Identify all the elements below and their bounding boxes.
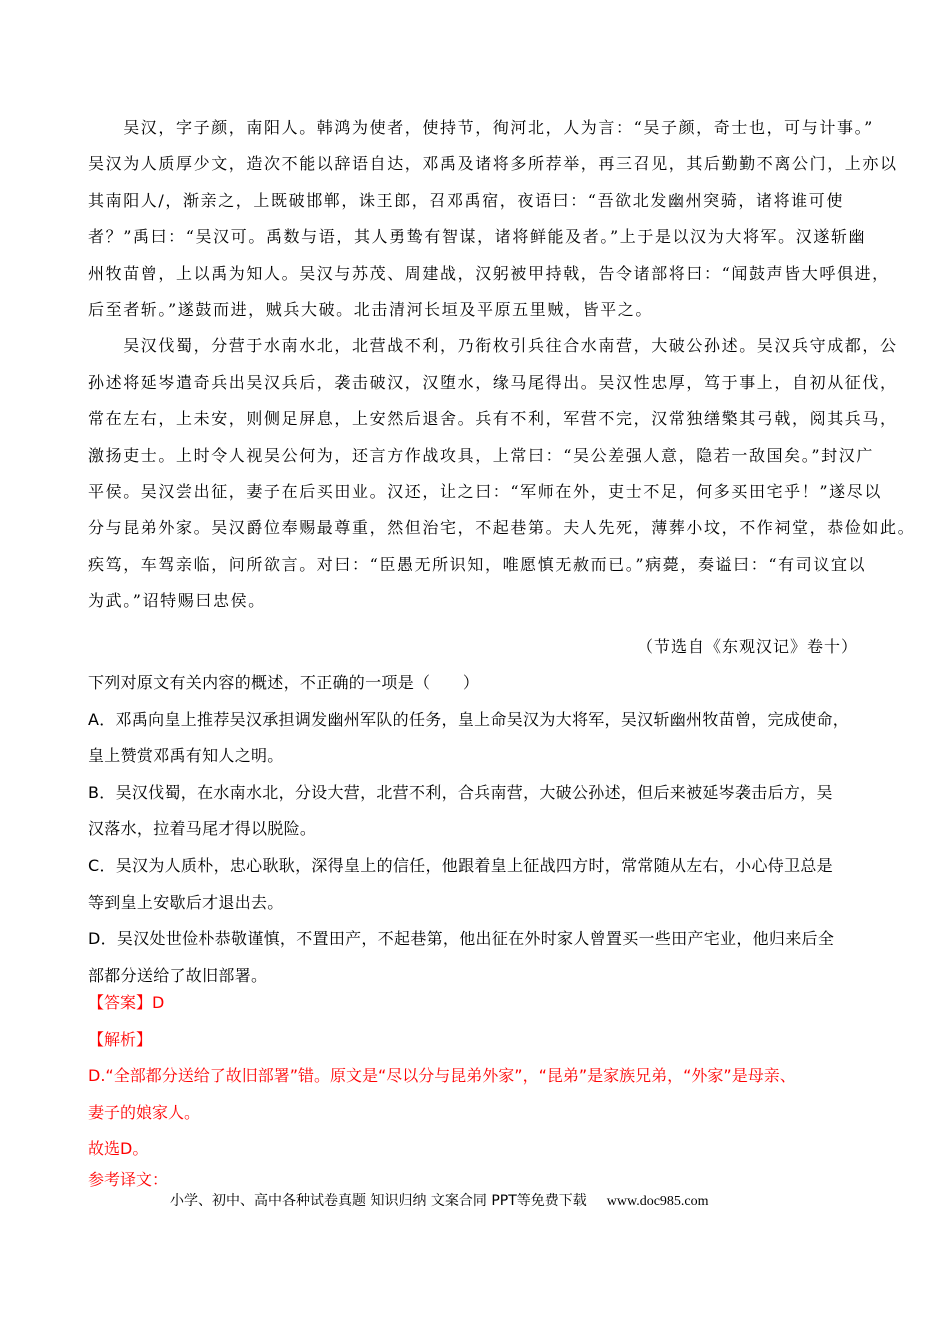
- passage-line: 后至者斩。”遂鼓而进，贼兵大破。北击清河长垣及平原五里贼，皆平之。: [88, 300, 653, 320]
- answer-line: [88, 985, 888, 1022]
- footer-url[interactable]: www.doc985.com: [606, 1194, 709, 1209]
- answer-value: D: [152, 993, 165, 1012]
- passage-line: 孙述将延岑遣奇兵出吴汉兵后，袭击破汉，汉堕水，缘马尾得出。吴汉性忠厚，笃于事上，自初从征伐，: [88, 372, 898, 392]
- answer-block: [88, 985, 888, 1192]
- passage-line: 激扬吏士。上时令人视吴公何为，还言方作战攻具，上常曰：“吴公差强人意，隐若一敌国矣。”封汉广: [88, 445, 874, 465]
- option-d-continued: 部都分送给了故旧部署。: [88, 965, 268, 985]
- passage-line: 常在左右，上未安，则侧足屏息，上安然后退舍。兵有不利，军营不完，汉常独缮檠其弓戟，阅其兵马，: [88, 409, 898, 429]
- classical-passage: [88, 110, 916, 620]
- option-b: B．吴汉伐蜀，在水南水北，分设大营，北营不利，合兵南营，大破公孙述，但后来被延岑袭击后方，吴: [88, 782, 833, 802]
- passage-line: 分与昆弟外家。吴汉爵位奉赐最尊重，然但治宅，不起巷第。夫人先死，薄葬小坟，不作祠堂，恭俭如此。: [88, 518, 916, 538]
- option-a: A．邓禹向皇上推荐吴汉承担调发幽州军队的任务，皇上命吴汉为大将军，吴汉斩幽州牧苗曾，完成使命，: [88, 709, 850, 729]
- passage-line: 吴汉，字子颜，南阳人。韩鸿为使者，使持节，徇河北，人为言：“吴子颜，奇士也，可与计事。”: [88, 118, 874, 137]
- passage-line: 疾笃，车驾亲临，问所欲言。对曰：“臣愚无所识知，唯愿慎无赦而已。”病薨，奏谥曰：“有司议宜以: [88, 554, 867, 574]
- footer-text: 小学、初中、高中各种试卷真题 知识归纳 文案合同 PPT等免费下载: [170, 1193, 587, 1209]
- passage-line: 者？”禹曰：“吴汉可。禹数与语，其人勇鸷有智谋，诸将鲜能及者。”上于是以汉为大将军。汉遂斩幽: [88, 227, 867, 247]
- passage-line: 平侯。吴汉尝出征，妻子在后买田业。汉还，让之曰：“军师在外，吏士不足，何多买田宅乎！”遂尽以: [88, 482, 882, 502]
- passage-paragraph-1: [88, 110, 898, 328]
- passage-line: 吴汉为人质厚少文，造次不能以辞语自达，邓禹及诸将多所荐举，再三召见，其后勤勤不离公门，上亦以: [88, 154, 898, 174]
- question-block: [88, 665, 878, 994]
- translation-label: 参考译文：: [88, 1169, 169, 1189]
- page-footer: [170, 1192, 870, 1211]
- analysis-text-continued: 妻子的娘家人。: [88, 1102, 201, 1122]
- option-a-continued: 皇上赞赏邓禹有知人之明。: [88, 746, 284, 766]
- option-b-continued: 汉落水，拉着马尾才得以脱险。: [88, 819, 317, 839]
- answer-conclusion: 故选D。: [88, 1139, 149, 1158]
- analysis-text: D.“全部都分送给了故旧部署”错。原文是“尽以分与昆弟外家”，“昆弟”是家族兄弟，“外家”是母亲、: [88, 1066, 796, 1085]
- answer-label: 【答案】: [88, 993, 153, 1012]
- passage-line: 为武。”诏特赐曰忠侯。: [88, 591, 266, 611]
- option-c-continued: 等到皇上安歇后才退出去。: [88, 892, 284, 912]
- passage-paragraph-2: [88, 328, 916, 619]
- option-d: D．吴汉处世俭朴恭敬谨慎，不置田产，不起巷第，他出征在外时家人曾置买一些田产宅业，他归来后全: [88, 929, 835, 949]
- question-stem: 下列对原文有关内容的概述，不正确的一项是（ ）: [88, 673, 480, 692]
- passage-line: 州牧苗曾，上以禹为知人。吴汉与苏茂、周建战，汉躬被甲持戟，告令诸部将曰：“闻鼓声皆大呼俱进，: [88, 263, 890, 283]
- analysis-label: 【解析】: [88, 1029, 153, 1049]
- option-c: C．吴汉为人质朴，忠心耿耿，深得皇上的信任，他跟着皇上征战四方时，常常随从左右，小心侍卫总是: [88, 855, 833, 875]
- passage-line: 其南阳人/，渐亲之，上既破邯郸，诛王郎，召邓禹宿，夜语曰：“吾欲北发幽州突骑，诸将谁可使: [88, 190, 844, 210]
- passage-line: 吴汉伐蜀，分营于水南水北，北营战不利，乃衔枚引兵往合水南营，大破公孙述。吴汉兵守成都，公: [88, 336, 898, 356]
- passage-source: （节选自《东观汉记》卷十）: [636, 637, 858, 656]
